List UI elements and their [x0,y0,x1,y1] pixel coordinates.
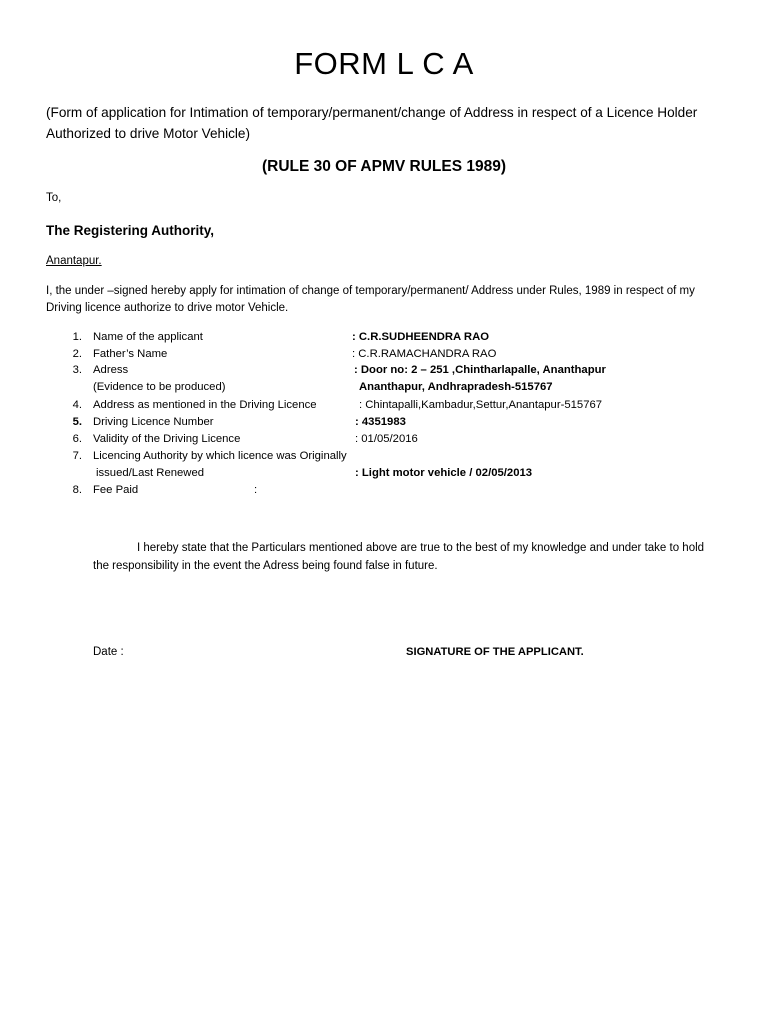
item-label: Adress [93,364,129,376]
item-label: Driving Licence Number [93,416,214,428]
item-label: Name of the applicant [93,331,203,343]
item-label: Fee Paid [93,484,139,496]
form-intro: (Form of application for Intimation of temporary/permanent/change of Address in respect of a Licence Holder Authorized to drive Motor Vehicle) [46,105,698,141]
item-number: 3. [72,364,82,376]
address-value: : Door no: 2 – 251 ,Chintharlapalle, Ananthapur [354,364,606,376]
item-number: 4. [72,399,82,411]
application-paragraph: I, the under –signed hereby apply for intimation of change of temporary/permanent/ Address under Rules, 1989 in respect of my Driving licence authorize to drive motor Vehicle. [46,285,695,314]
addressee-authority: The Registering Authority, [46,223,215,238]
item-number: 5. [72,416,82,428]
item-label: Validity of the Driving Licence [93,433,241,445]
item-number: 1. [72,331,82,343]
item-label-continued: (Evidence to be produced) [93,381,226,393]
fee-paid-value: : [254,484,258,496]
item-number: 2. [72,348,82,360]
form-title: FORM L C A [294,46,474,81]
address-value-continued: Ananthapur, Andhrapradesh-515767 [359,381,553,393]
item-label: Licencing Authority by which licence was Originally [93,450,347,462]
licence-address-value: : Chintapalli,Kambadur,Settur,Anantapur-515767 [359,399,603,411]
licencing-authority-value: : Light motor vehicle / 02/05/2013 [355,467,533,479]
item-number: 7. [72,450,82,462]
addressee-place: Anantapur. [46,255,102,267]
validity-value: : 01/05/2016 [355,433,418,445]
applicant-name-value: : C.R.SUDHEENDRA RAO [352,331,490,343]
item-number: 8. [72,484,82,496]
rule-heading: (RULE 30 OF APMV RULES 1989) [261,158,507,175]
item-label-continued: issued/Last Renewed [96,467,205,479]
item-label: Father’s Name [93,348,168,360]
salutation-to: To, [46,192,62,204]
date-label: Date : [93,646,124,658]
signature-label: SIGNATURE OF THE APPLICANT. [406,646,584,658]
father-name-value: : C.R.RAMACHANDRA RAO [352,348,497,360]
item-label: Address as mentioned in the Driving Licence [93,399,317,411]
item-number: 6. [72,433,82,445]
declaration-paragraph: I hereby state that the Particulars mentioned above are true to the best of my knowledge and under take to hold the responsibility in the event the Adress being found false in future. [93,542,705,572]
licence-number-value: : 4351983 [355,416,406,428]
